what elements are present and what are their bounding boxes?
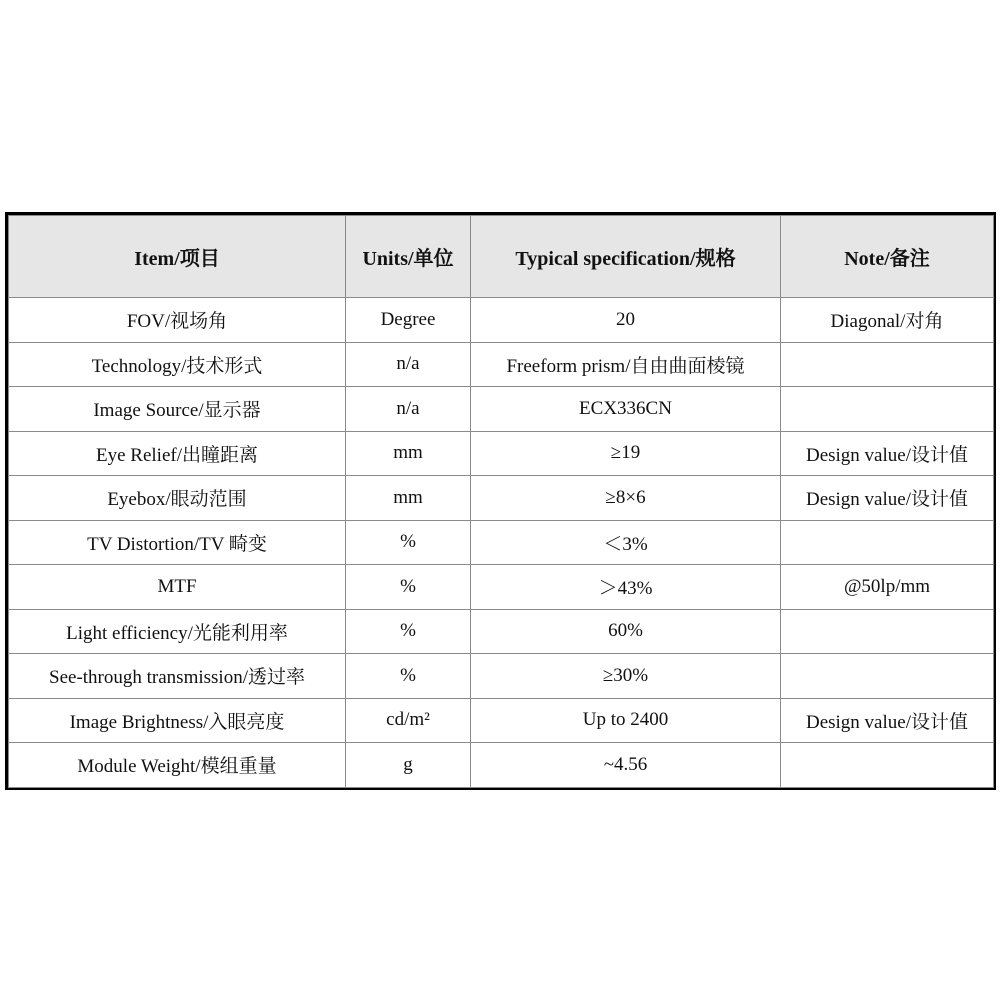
cell-units: Degree	[346, 298, 471, 343]
table-row	[9, 431, 994, 476]
cell-note	[781, 743, 994, 788]
spec-table	[8, 215, 994, 788]
cell-spec: ~4.56	[471, 743, 781, 788]
cell-note: Design value/设计值	[781, 698, 994, 743]
cell-note: Diagonal/对角	[781, 298, 994, 343]
cell-spec: Up to 2400	[471, 698, 781, 743]
cell-item: Image Brightness/入眼亮度	[9, 698, 346, 743]
cell-note: Design value/设计值	[781, 476, 994, 521]
cell-item: FOV/视场角	[9, 298, 346, 343]
cell-units: mm	[346, 431, 471, 476]
cell-units: %	[346, 654, 471, 699]
table-row	[9, 298, 994, 343]
cell-item: TV Distortion/TV 畸变	[9, 520, 346, 565]
cell-units: %	[346, 609, 471, 654]
cell-note: Design value/设计值	[781, 431, 994, 476]
cell-spec: ≥8×6	[471, 476, 781, 521]
cell-note	[781, 342, 994, 387]
cell-item: Module Weight/模组重量	[9, 743, 346, 788]
cell-spec: ＞43%	[471, 565, 781, 610]
cell-note	[781, 609, 994, 654]
cell-spec: 20	[471, 298, 781, 343]
table-row	[9, 342, 994, 387]
cell-spec: ＜3%	[471, 520, 781, 565]
cell-item: MTF	[9, 565, 346, 610]
cell-spec: ECX336CN	[471, 387, 781, 432]
header-row	[9, 216, 994, 298]
header-spec: Typical specification/规格	[471, 216, 781, 298]
cell-item: See-through transmission/透过率	[9, 654, 346, 699]
table-row	[9, 565, 994, 610]
table-row	[9, 609, 994, 654]
table-row	[9, 743, 994, 788]
cell-note	[781, 387, 994, 432]
cell-spec: ≥19	[471, 431, 781, 476]
cell-item: Eyebox/眼动范围	[9, 476, 346, 521]
cell-note	[781, 520, 994, 565]
cell-note: @50lp/mm	[781, 565, 994, 610]
cell-spec: Freeform prism/自由曲面棱镜	[471, 342, 781, 387]
cell-units: g	[346, 743, 471, 788]
table-row	[9, 476, 994, 521]
table-row	[9, 654, 994, 699]
spec-table-container	[5, 212, 996, 790]
cell-units: cd/m²	[346, 698, 471, 743]
cell-spec: 60%	[471, 609, 781, 654]
cell-units: %	[346, 520, 471, 565]
cell-units: n/a	[346, 387, 471, 432]
header-note: Note/备注	[781, 216, 994, 298]
cell-item: Technology/技术形式	[9, 342, 346, 387]
cell-spec: ≥30%	[471, 654, 781, 699]
cell-item: Eye Relief/出瞳距离	[9, 431, 346, 476]
header-units: Units/单位	[346, 216, 471, 298]
cell-units: %	[346, 565, 471, 610]
cell-units: mm	[346, 476, 471, 521]
cell-note	[781, 654, 994, 699]
table-row	[9, 520, 994, 565]
header-item: Item/项目	[9, 216, 346, 298]
cell-item: Image Source/显示器	[9, 387, 346, 432]
cell-units: n/a	[346, 342, 471, 387]
cell-item: Light efficiency/光能利用率	[9, 609, 346, 654]
table-row	[9, 698, 994, 743]
table-row	[9, 387, 994, 432]
